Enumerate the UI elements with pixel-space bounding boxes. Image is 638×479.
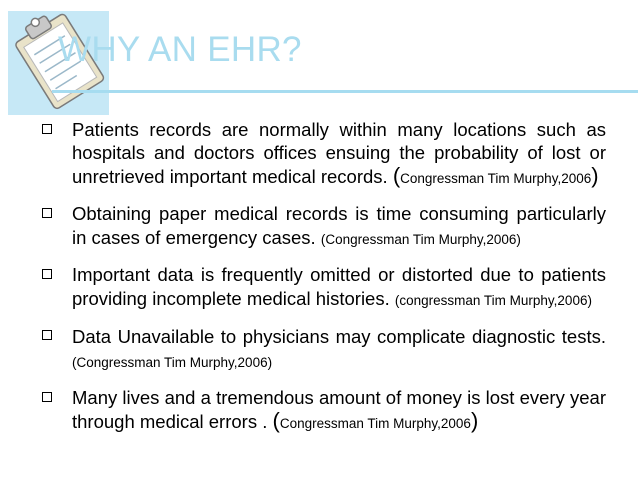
- citation-close-paren: ): [470, 408, 479, 433]
- slide-title: WHY AN EHR?: [58, 30, 302, 69]
- citation: Congressman Tim Murphy,2006: [400, 171, 592, 186]
- bullet-text: Data Unavailable to physicians may complicate diagnostic tests.: [72, 326, 606, 347]
- citation: (congressman Tim Murphy,2006): [394, 293, 592, 308]
- square-bullet-icon: [42, 124, 52, 134]
- citation-open-paren: (: [392, 163, 401, 188]
- citation-close-paren: ): [591, 163, 599, 188]
- title-rule: [52, 90, 638, 93]
- bullet-text: Many lives and a tremendous amount of money is lost every year through medical errors .: [72, 387, 606, 432]
- citation: Congressman Tim Murphy,2006: [279, 416, 471, 431]
- citation-open-paren: (: [272, 408, 280, 433]
- citation: (Congressman Tim Murphy,2006): [72, 355, 273, 370]
- square-bullet-icon: [42, 330, 52, 340]
- square-bullet-icon: [42, 269, 52, 279]
- bullet-item: [40, 324, 606, 374]
- bullet-item: [40, 386, 606, 435]
- bullet-item: [40, 263, 606, 312]
- bullet-item: [40, 118, 606, 190]
- bullet-item: [40, 202, 606, 251]
- square-bullet-icon: [42, 208, 52, 218]
- square-bullet-icon: [42, 392, 52, 402]
- bullet-text: Patients records are normally within many locations such as hospitals and doctors offices ensuing the probability of lost or unretrieved important medical records.: [72, 119, 606, 187]
- bullet-list: [40, 118, 606, 447]
- citation: (Congressman Tim Murphy,2006): [320, 232, 521, 247]
- bullet-text: Important data is frequently omitted or distorted due to patients providing incomplete medical histories.: [72, 264, 606, 309]
- bullet-text: Obtaining paper medical records is time consuming particularly in cases of emergency cases.: [72, 203, 606, 248]
